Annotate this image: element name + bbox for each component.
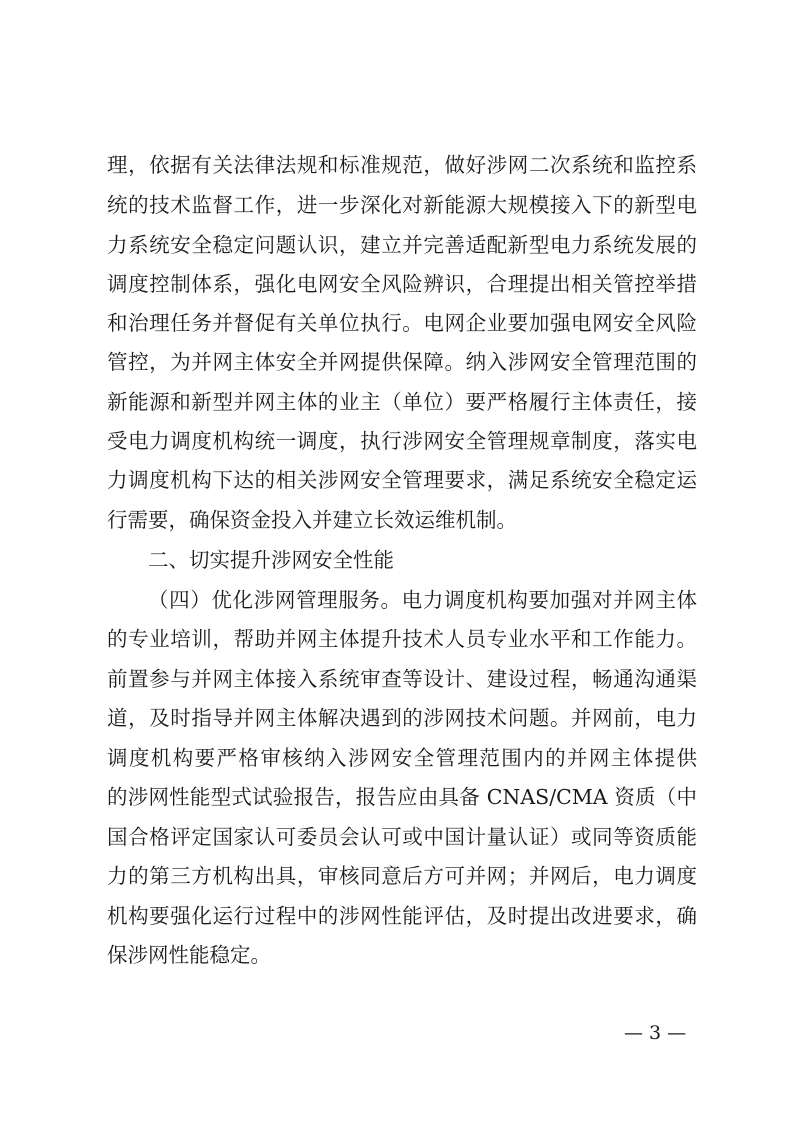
paragraph-line: 国合格评定国家认可委员会认可或中国计量认证）或同等资质能 [107,825,697,849]
paragraph-line: 统的技术监督工作，进一步深化对新能源大规模接入下的新型电 [107,193,697,217]
paragraph-line: 道，及时指导并网主体解决遇到的涉网技术问题。并网前，电力 [107,706,697,730]
paragraph-line: 的专业培训，帮助并网主体提升技术人员专业水平和工作能力。 [107,627,697,651]
paragraph-line: 行需要，确保资金投入并建立长效运维机制。 [107,508,517,532]
paragraph-line: （四）优化涉网管理服务。电力调度机构要加强对并网主体 [148,588,697,612]
paragraph-line: 新能源和新型并网主体的业主（单位）要严格履行主体责任，接 [107,390,697,414]
paragraph-line: 机构要强化运行过程中的涉网性能评估，及时提出改进要求，确 [107,904,697,928]
paragraph-line: 和治理任务并督促有关单位执行。电网企业要加强电网安全风险 [107,311,697,335]
paragraph-line: 前置参与并网主体接入系统审查等设计、建设过程，畅通沟通渠 [107,667,697,691]
paragraph-line: 保涉网性能稳定。 [107,943,271,967]
paragraph-line: 管控，为并网主体安全并网提供保障。纳入涉网安全管理范围的 [107,350,697,374]
paragraph-line: 理，依据有关法律法规和标准规范，做好涉网二次系统和监控系 [107,153,697,177]
paragraph-line: 力的第三方机构出具，审核同意后方可并网；并网后，电力调度 [107,864,697,888]
page-number: — 3 — [624,1022,687,1044]
paragraph-line: 力调度机构下达的相关涉网安全管理要求，满足系统安全稳定运 [107,468,697,492]
paragraph-line: 调度机构要严格审核纳入涉网安全管理范围内的并网主体提供 [107,746,697,770]
paragraph-line: 力系统安全稳定问题认识，建立并完善适配新型电力系统发展的 [107,233,697,257]
paragraph-line: 的涉网性能型式试验报告，报告应由具备 CNAS/CMA 资质（中 [107,785,697,809]
section-heading: 二、切实提升涉网安全性能 [148,548,394,572]
paragraph-line: 调度控制体系，强化电网安全风险辨识，合理提出相关管控举措 [107,272,697,296]
paragraph-line: 受电力调度机构统一调度，执行涉网安全管理规章制度，落实电 [107,429,697,453]
